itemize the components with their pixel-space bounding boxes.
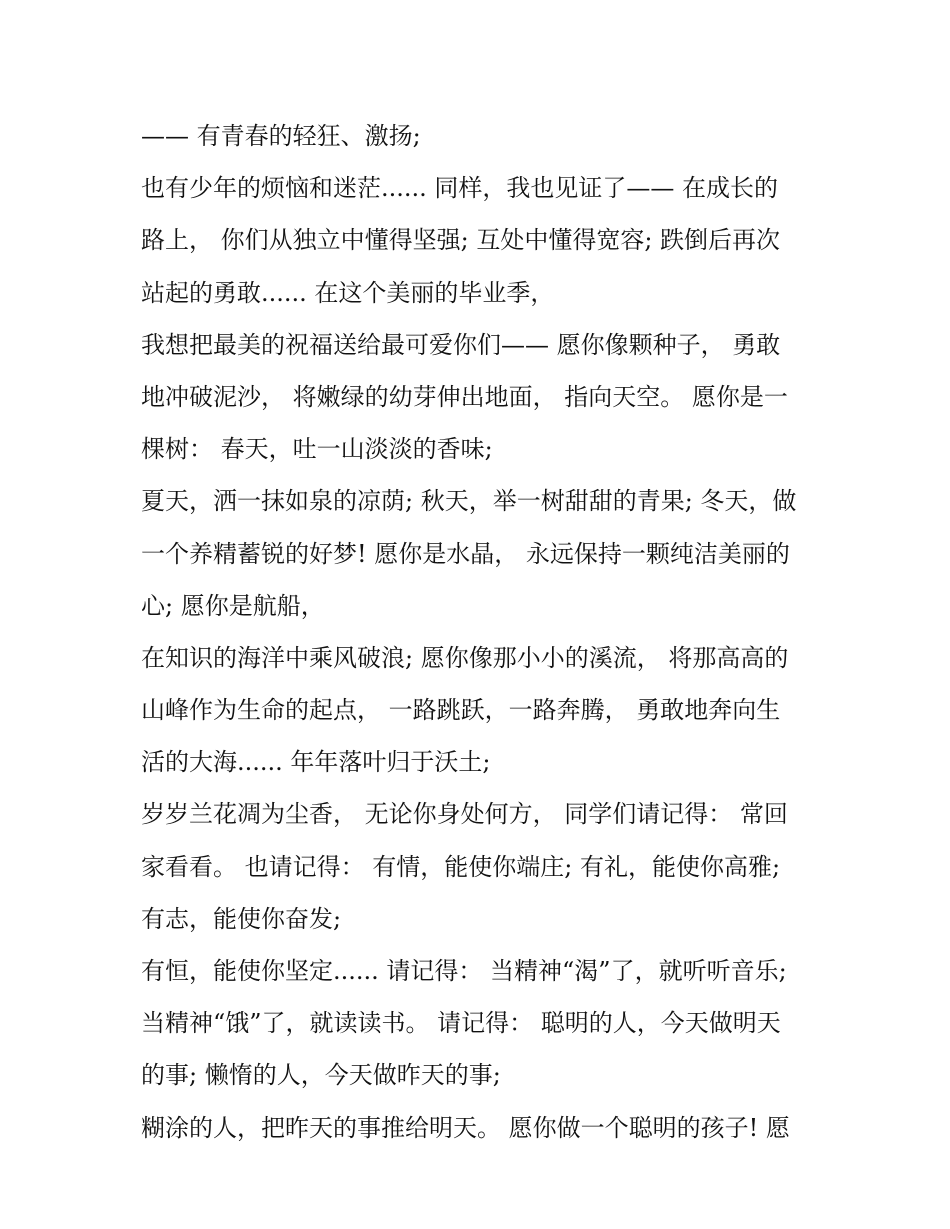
- text-line-14: 岁岁兰花凋为尘香， 无论你身处何方， 同学们请记得： 常回: [141, 800, 788, 829]
- text-line-16: 有志，能使你奋发;: [141, 904, 342, 933]
- text-line-5: 我想把最美的祝福送给最可爱你们—— 愿你像颗种子， 勇敢: [141, 330, 781, 359]
- text-line-13: 活的大海...... 年年落叶归于沃土;: [141, 748, 491, 777]
- text-line-17: 有恒，能使你坚定...... 请记得： 当精神“渴”了，就听听音乐;: [141, 957, 787, 985]
- text-line-1: —— 有青春的轻狂、激扬;: [141, 122, 421, 150]
- text-line-4: 站起的勇敢...... 在这个美丽的毕业季，: [141, 278, 555, 307]
- text-line-10: 心; 愿你是航船，: [141, 591, 325, 620]
- text-line-20: 糊涂的人，把昨天的事推给明天。 愿你做一个聪明的孩子! 愿: [141, 1113, 790, 1142]
- text-line-12: 山峰作为生命的起点， 一路跳跃，一路奔腾， 勇敢地奔向生: [141, 696, 781, 725]
- text-line-7: 棵树： 春天，吐一山淡淡的香味;: [141, 435, 493, 464]
- text-line-18: 当精神“饿”了，就读读书。 请记得： 聪明的人，今天做明天: [141, 1009, 781, 1038]
- body-text: [141, 110, 821, 1154]
- text-line-9: 一个养精蓄锐的好梦! 愿你是水晶， 永远保持一颗纯洁美丽的: [141, 539, 790, 568]
- text-line-2: 也有少年的烦恼和迷茫...... 同样，我也见证了—— 在成长的: [141, 174, 779, 203]
- text-line-6: 地冲破泥沙， 将嫩绿的幼芽伸出地面， 指向天空。 愿你是一: [141, 382, 788, 411]
- text-line-11: 在知识的海洋中乘风破浪; 愿你像那小小的溪流， 将那高高的: [141, 643, 789, 672]
- text-line-19: 的事; 懒惰的人，今天做昨天的事;: [141, 1061, 501, 1090]
- text-line-15: 家看看。 也请记得： 有情，能使你端庄; 有礼，能使你高雅;: [141, 852, 781, 881]
- text-line-3: 路上， 你们从独立中懂得坚强; 互处中懂得宽容; 跌倒后再次: [141, 226, 781, 255]
- text-line-8: 夏天，洒一抹如泉的凉荫; 秋天，举一树甜甜的青果; 冬天，做: [141, 487, 797, 516]
